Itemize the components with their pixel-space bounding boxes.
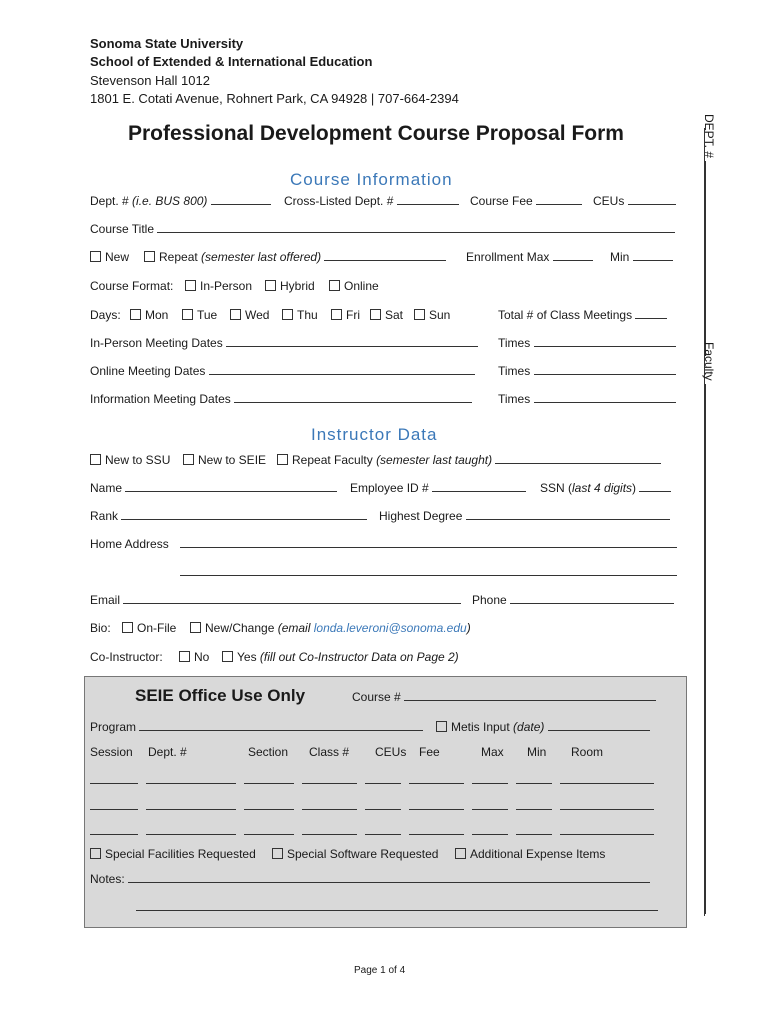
day-wed-checkbox[interactable]: Wed <box>230 308 269 322</box>
info-dates-field[interactable]: Information Meeting Dates <box>90 392 472 406</box>
home-address-line-2[interactable] <box>180 565 677 579</box>
building: Stevenson Hall 1012 <box>90 73 210 88</box>
in-person-dates-field[interactable]: In-Person Meeting Dates <box>90 336 478 350</box>
special-facilities-checkbox[interactable]: Special Facilities Requested <box>90 847 256 861</box>
course-format-label: Course Format: <box>90 279 174 293</box>
total-meetings-field[interactable]: Total # of Class Meetings <box>498 308 667 322</box>
cross-listed-field[interactable]: Cross-Listed Dept. # <box>284 194 459 208</box>
bio-label: Bio: <box>90 621 111 635</box>
additional-expense-checkbox[interactable]: Additional Expense Items <box>455 847 605 861</box>
office-col-section: Section <box>248 745 289 759</box>
office-col-room: Room <box>571 745 604 759</box>
day-sat-checkbox[interactable]: Sat <box>370 308 403 322</box>
office-col-session: Session <box>90 745 133 759</box>
new-ssu-checkbox[interactable]: New to SSU <box>90 453 170 467</box>
office-col-class: Class # <box>309 745 350 759</box>
in-person-times-field[interactable]: Times <box>498 336 676 350</box>
bio-on-file-checkbox[interactable]: On-File <box>122 621 176 635</box>
day-thu-checkbox[interactable]: Thu <box>282 308 318 322</box>
form-title: Professional Development Course Proposal Form <box>128 122 624 145</box>
notes-line-2[interactable] <box>136 900 658 914</box>
office-program-field[interactable]: Program <box>90 720 423 734</box>
address: 1801 E. Cotati Avenue, Rohnert Park, CA 94928 | 707-664-2394 <box>90 91 459 106</box>
days-label: Days: <box>90 308 121 322</box>
co-instructor-no-checkbox[interactable]: No <box>179 650 209 664</box>
office-col-min: Min <box>527 745 547 759</box>
new-seie-checkbox[interactable]: New to SEIE <box>183 453 266 467</box>
day-sun-checkbox[interactable]: Sun <box>414 308 450 322</box>
in-person-checkbox[interactable]: In-Person <box>185 279 252 293</box>
email-link[interactable]: londa.leveroni@sonoma.edu <box>313 621 467 635</box>
office-row-3[interactable] <box>90 824 662 838</box>
office-row-2[interactable] <box>90 799 662 813</box>
office-row-1[interactable] <box>90 773 662 787</box>
rank-field[interactable]: Rank <box>90 509 367 523</box>
bio-new-change-checkbox[interactable]: New/Change (email londa.leveroni@sonoma.edu) <box>190 621 471 635</box>
repeat-faculty-field[interactable]: Repeat Faculty (semester last taught) <box>277 453 661 467</box>
special-software-checkbox[interactable]: Special Software Requested <box>272 847 438 861</box>
notes-field[interactable]: Notes: <box>90 872 650 886</box>
day-mon-checkbox[interactable]: Mon <box>130 308 168 322</box>
office-course-num-field[interactable]: Course # <box>352 690 656 704</box>
online-checkbox[interactable]: Online <box>329 279 379 293</box>
highest-degree-field[interactable]: Highest Degree <box>379 509 670 523</box>
course-title-field[interactable]: Course Title <box>90 222 675 236</box>
ceus-field[interactable]: CEUs <box>593 194 676 208</box>
office-col-dept: Dept. # <box>148 745 187 759</box>
day-tue-checkbox[interactable]: Tue <box>182 308 217 322</box>
min-field[interactable]: Min <box>610 250 673 264</box>
dept-field[interactable]: Dept. # (i.e. BUS 800) <box>90 194 271 208</box>
info-times-field[interactable]: Times <box>498 392 676 406</box>
home-address-line-1[interactable] <box>180 537 677 551</box>
home-address-field[interactable]: Home Address <box>90 537 169 551</box>
course-info-heading: Course Information <box>290 170 453 189</box>
co-instructor-label: Co-Instructor: <box>90 650 163 664</box>
sidebar-dept: DEPT. # <box>702 114 716 356</box>
employee-id-field[interactable]: Employee ID # <box>350 481 526 495</box>
course-fee-field[interactable]: Course Fee <box>470 194 582 208</box>
office-col-max: Max <box>481 745 504 759</box>
university-name: Sonoma State University <box>90 36 244 51</box>
school-name: School of Extended & International Education <box>90 54 373 69</box>
co-instructor-yes-checkbox[interactable]: Yes (fill out Co-Instructor Data on Page 2) <box>222 650 459 664</box>
online-times-field[interactable]: Times <box>498 364 676 378</box>
page-number: Page 1 of 4 <box>354 965 406 976</box>
sidebar-faculty: Faculty <box>702 342 716 914</box>
repeat-field[interactable]: Repeat (semester last offered) <box>144 250 446 264</box>
name-field[interactable]: Name <box>90 481 337 495</box>
online-dates-field[interactable]: Online Meeting Dates <box>90 364 475 378</box>
enrollment-max-field[interactable]: Enrollment Max <box>466 250 593 264</box>
email-field[interactable]: Email <box>90 593 461 607</box>
instructor-heading: Instructor Data <box>311 425 438 444</box>
day-fri-checkbox[interactable]: Fri <box>331 308 360 322</box>
new-checkbox[interactable]: New <box>90 250 129 264</box>
office-col-fee: Fee <box>419 745 440 759</box>
office-heading: SEIE Office Use Only <box>135 686 306 705</box>
office-col-ceus: CEUs <box>375 745 407 759</box>
hybrid-checkbox[interactable]: Hybrid <box>265 279 315 293</box>
ssn-field[interactable]: SSN (last 4 digits) <box>540 481 671 495</box>
office-metis-field[interactable]: Metis Input (date) <box>436 720 650 734</box>
phone-field[interactable]: Phone <box>472 593 674 607</box>
